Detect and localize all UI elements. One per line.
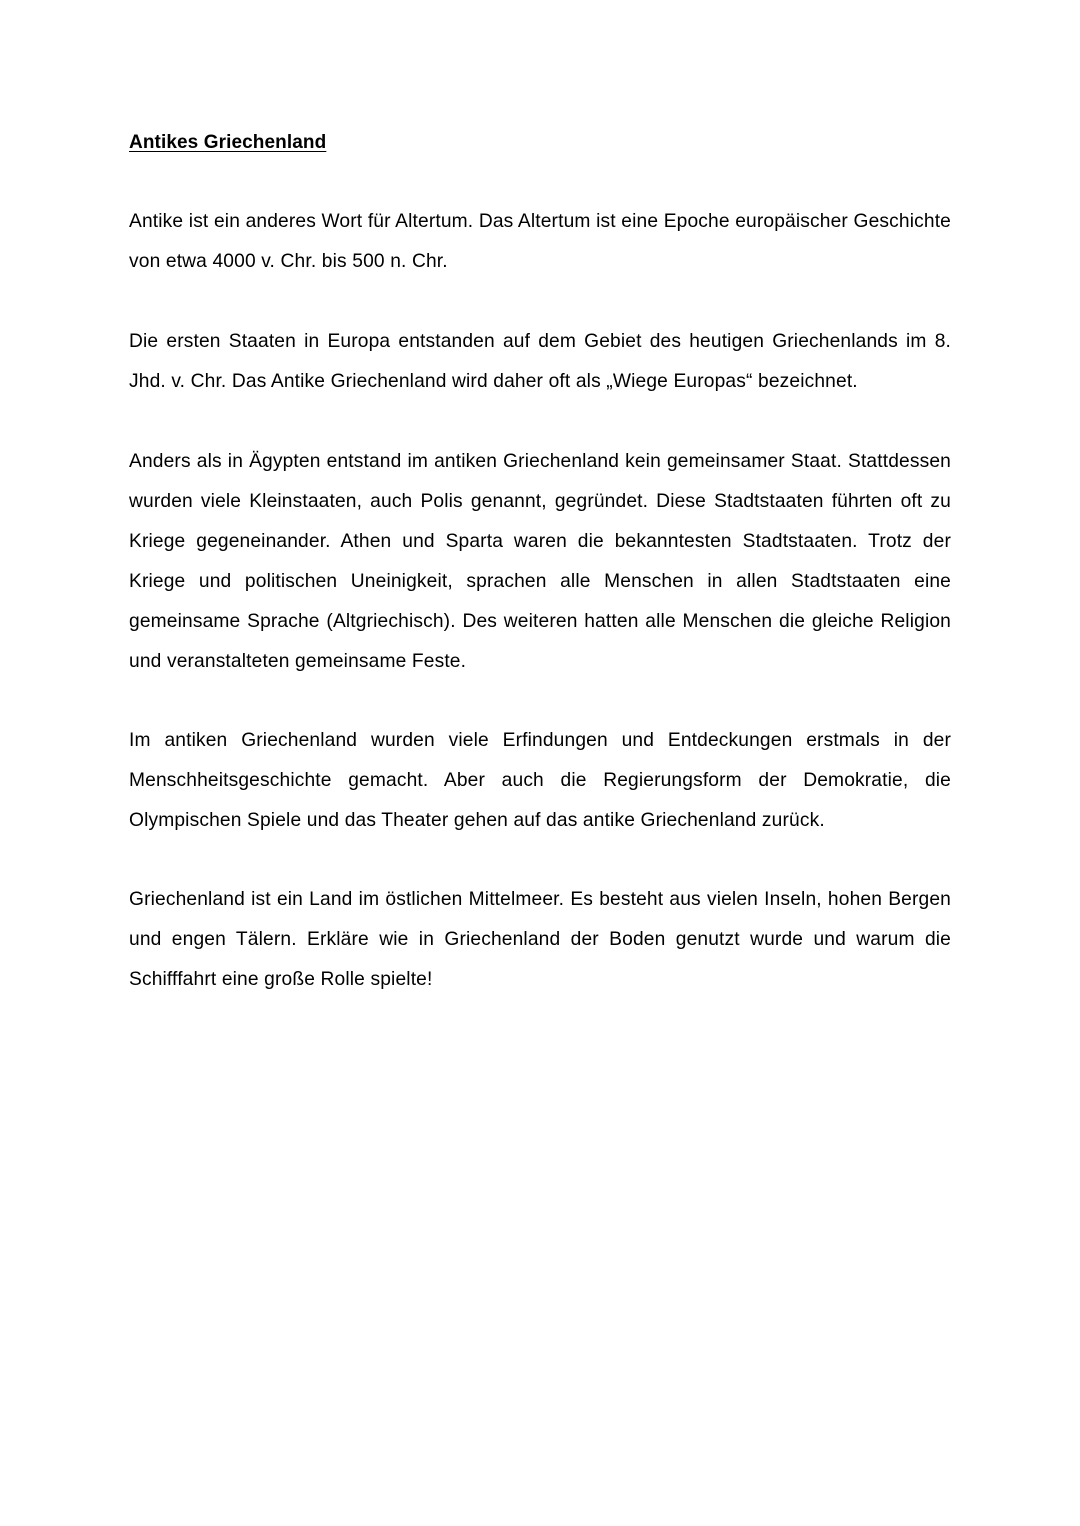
paragraph-erste-staaten: Die ersten Staaten in Europa entstanden auf dem Gebiet des heutigen Griechenlands im 8. Jhd. v. Chr. Das Antike Griechenland wird daher oft als „Wiege Europas“ bezeichnet. [129,331,951,392]
paragraph-erfindungen: Im antiken Griechenland wurden viele Erfindungen und Entdeckungen erstmals in der Menschheitsgeschichte gemacht. Aber auch die Regierungsform der Demokratie, die Olympischen Spiele und das Theater gehen auf das antike Griechenland zurück. [129,730,951,831]
paragraph-stadtstaaten: Anders als in Ägypten entstand im antiken Griechenland kein gemeinsamer Staat. Stattdessen wurden viele Kleinstaaten, auch Polis genannt, gegründet. Diese Stadtstaaten führten oft zu Kriege gegeneinander. Athen und Sparta waren die bekanntesten Stadtstaaten. Trotz der Kriege und politischen Uneinigkeit, sprachen alle Menschen in allen Stadtstaaten eine gemeinsame Sprache (Altgriechisch). Des weiteren hatten alle Menschen die gleiche Religion und veranstalteten gemeinsame Feste. [129,451,951,672]
paragraph-antike-definition: Antike ist ein anderes Wort für Altertum. Das Altertum ist eine Epoche europäischer Geschichte von etwa 4000 v. Chr. bis 500 n. Chr. [129,211,951,272]
document-title: Antikes Griechenland [129,132,327,153]
paragraph-aufgabe: Griechenland ist ein Land im östlichen Mittelmeer. Es besteht aus vielen Inseln, hohen Bergen und engen Tälern. Erkläre wie in Griechenland der Boden genutzt wurde und warum die Schifffahrt eine große Rolle spielte! [129,889,951,990]
